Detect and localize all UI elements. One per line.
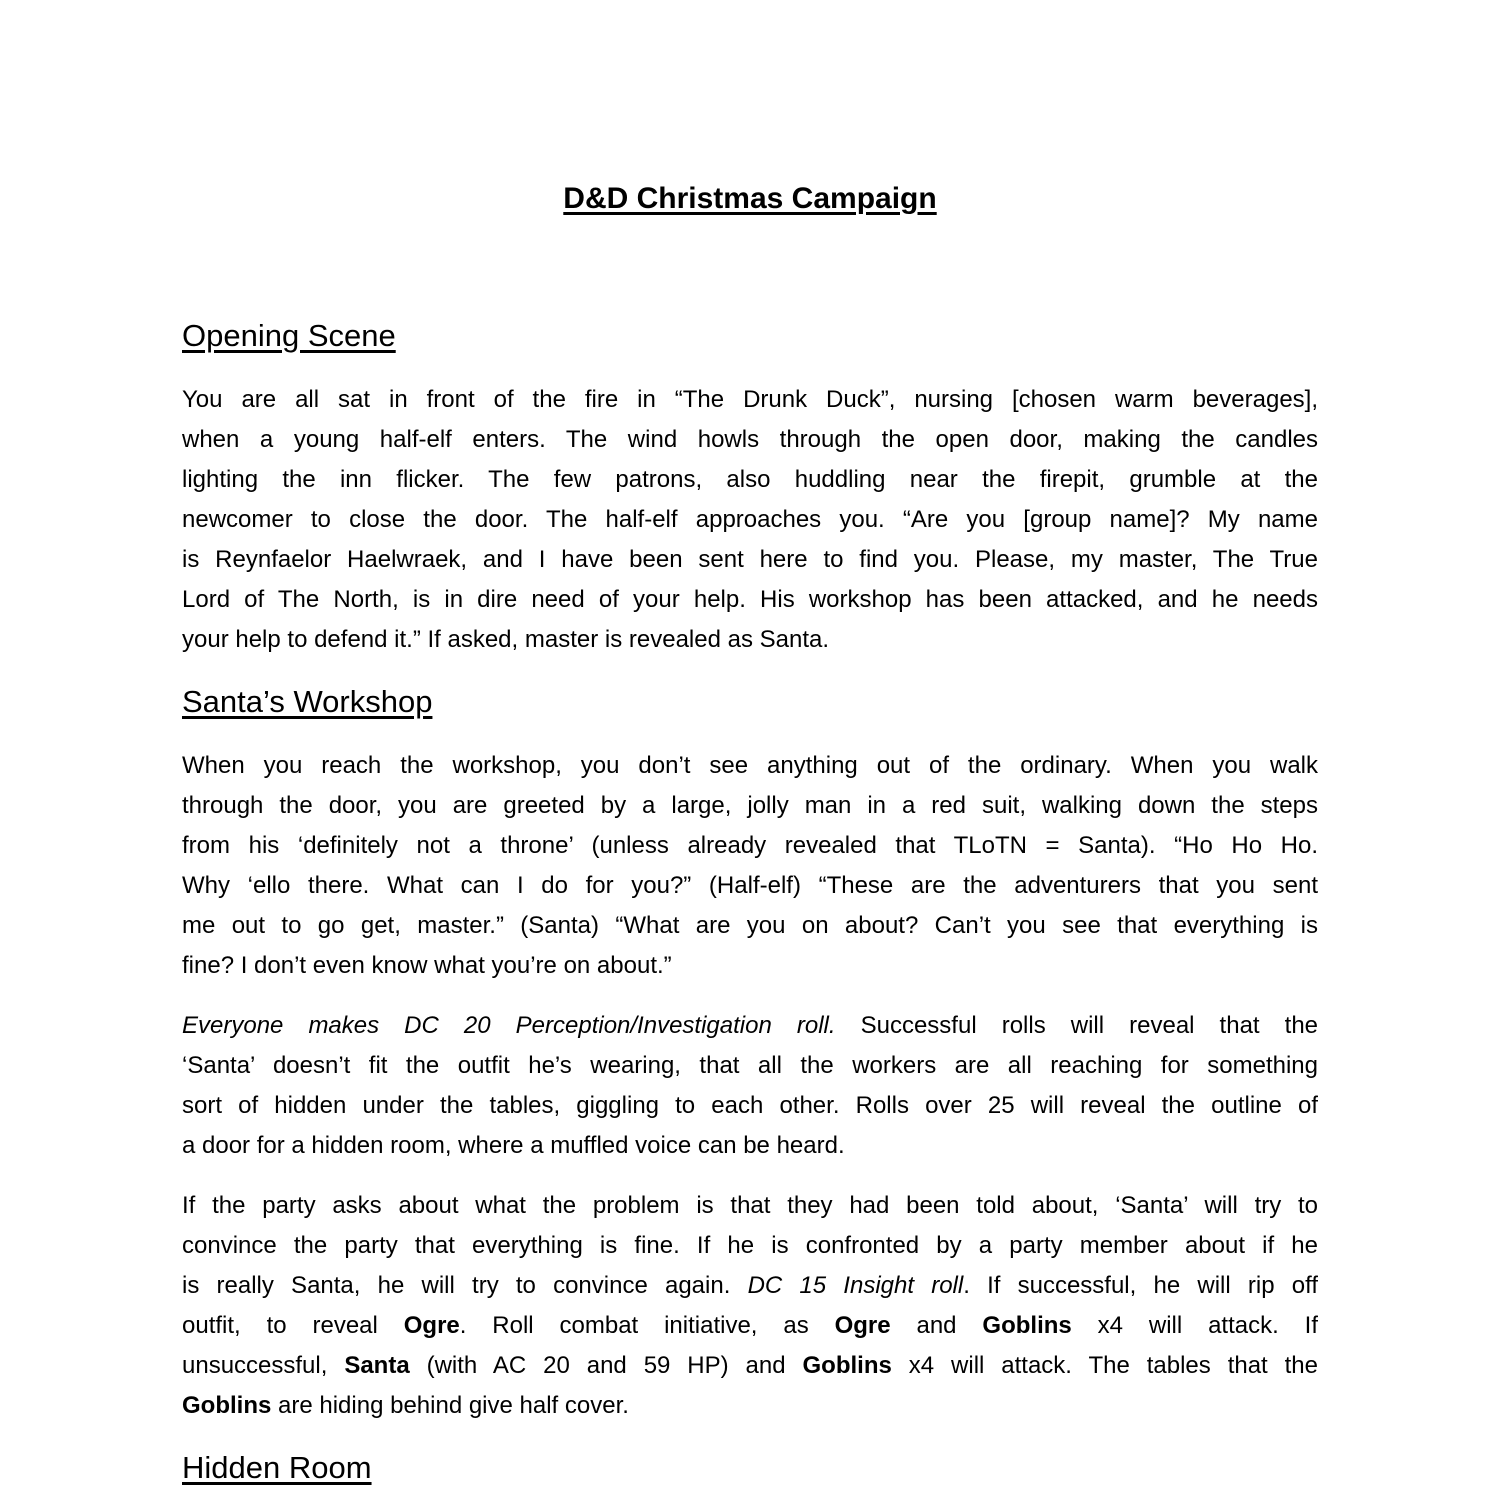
text-segment: and [890, 1312, 983, 1339]
italic-text: Everyone makes DC 20 Perception/Investigation roll. [182, 1012, 836, 1039]
bold-text: Ogre [403, 1312, 460, 1339]
text-line [182, 866, 1318, 906]
text-segment: When you reach the workshop, you don’t see anything out of the ordinary. When you walk [182, 752, 1318, 779]
section-heading: Santa’s Workshop [182, 684, 433, 719]
text-segment: newcomer to close the door. The half-elf approaches you. “Are you [group name]? My name [182, 506, 1318, 533]
text-line [182, 1086, 1318, 1126]
text-line [182, 1046, 1318, 1086]
paragraph [182, 380, 1318, 660]
section-heading: Hidden Room [182, 1450, 372, 1485]
text-segment: If the party asks about what the problem is that they had been told about, ‘Santa’ will try to [182, 1192, 1318, 1219]
text-segment: outfit, to reveal [182, 1312, 404, 1339]
text-segment: a door for a hidden room, where a muffled voice can be heard. [182, 1132, 845, 1159]
text-line [182, 1226, 1318, 1266]
text-line [182, 746, 1318, 786]
text-line [182, 1006, 1318, 1046]
text-segment: Lord of The North, is in dire need of your help. His workshop has been attacked, and he needs [182, 586, 1318, 613]
text-line [182, 380, 1318, 420]
text-line [182, 786, 1318, 826]
text-line [182, 460, 1318, 500]
text-segment: sort of hidden under the tables, giggling to each other. Rolls over 25 will reveal the outline of [182, 1092, 1318, 1119]
text-segment: x4 will attack. The tables that the [891, 1352, 1318, 1379]
paragraph [182, 1186, 1318, 1426]
text-segment: fine? I don’t even know what you’re on about.” [182, 952, 672, 979]
document-title: D&D Christmas Campaign [563, 182, 937, 215]
text-segment: . If successful, he will rip off [963, 1272, 1318, 1299]
italic-text: DC 15 Insight roll [747, 1272, 964, 1299]
text-segment: your help to defend it.” If asked, master is revealed as Santa. [182, 626, 830, 653]
text-line [182, 826, 1318, 866]
text-segment: (with AC 20 and 59 HP) and [409, 1352, 803, 1379]
bold-text: Goblins [802, 1352, 892, 1379]
text-line [182, 1346, 1318, 1386]
text-line [182, 1306, 1318, 1346]
text-line [182, 1186, 1318, 1226]
bold-text: Santa [344, 1352, 410, 1379]
text-line [182, 620, 1318, 660]
bold-text: Goblins [182, 1392, 272, 1419]
bold-text: Ogre [834, 1312, 891, 1339]
paragraph [182, 746, 1318, 986]
document-body [182, 314, 1318, 1512]
text-segment: convince the party that everything is fine. If he is confronted by a party member about if he [182, 1232, 1318, 1259]
text-segment: unsuccessful, [182, 1352, 345, 1379]
text-line [182, 1266, 1318, 1306]
section-heading: Opening Scene [182, 318, 396, 353]
text-segment: You are all sat in front of the fire in “The Drunk Duck”, nursing [chosen warm beverages], [182, 386, 1318, 413]
text-segment: me out to go get, master.” (Santa) “What are you on about? Can’t you see that everything is [182, 912, 1318, 939]
text-segment: through the door, you are greeted by a large, jolly man in a red suit, walking down the steps [182, 792, 1318, 819]
text-segment: Successful rolls will reveal that the [835, 1012, 1318, 1039]
text-line [182, 1126, 1318, 1166]
text-segment: x4 will attack. If [1071, 1312, 1318, 1339]
text-line [182, 906, 1318, 946]
text-segment: is Reynfaelor Haelwraek, and I have been sent here to find you. Please, my master, The True [182, 546, 1318, 573]
text-segment: are hiding behind give half cover. [271, 1392, 629, 1419]
text-segment: lighting the inn flicker. The few patrons, also huddling near the firepit, grumble at the [182, 466, 1318, 493]
text-segment: ‘Santa’ doesn’t fit the outfit he’s wearing, that all the workers are all reaching for something [182, 1052, 1318, 1079]
text-segment: Why ‘ello there. What can I do for you?” (Half-elf) “These are the adventurers that you sent [182, 872, 1318, 899]
bold-text: Goblins [982, 1312, 1072, 1339]
text-line [182, 420, 1318, 460]
text-segment: from his ‘definitely not a throne’ (unless already revealed that TLoTN = Santa). “Ho Ho Ho. [182, 832, 1318, 859]
text-line [182, 1386, 1318, 1426]
paragraph [182, 1006, 1318, 1166]
text-line [182, 540, 1318, 580]
text-line [182, 946, 1318, 986]
text-segment: . Roll combat initiative, as [459, 1312, 835, 1339]
text-line [182, 580, 1318, 620]
text-line [182, 500, 1318, 540]
text-segment: is really Santa, he will try to convince again. [182, 1272, 748, 1299]
text-segment: when a young half-elf enters. The wind howls through the open door, making the candles [182, 426, 1318, 453]
